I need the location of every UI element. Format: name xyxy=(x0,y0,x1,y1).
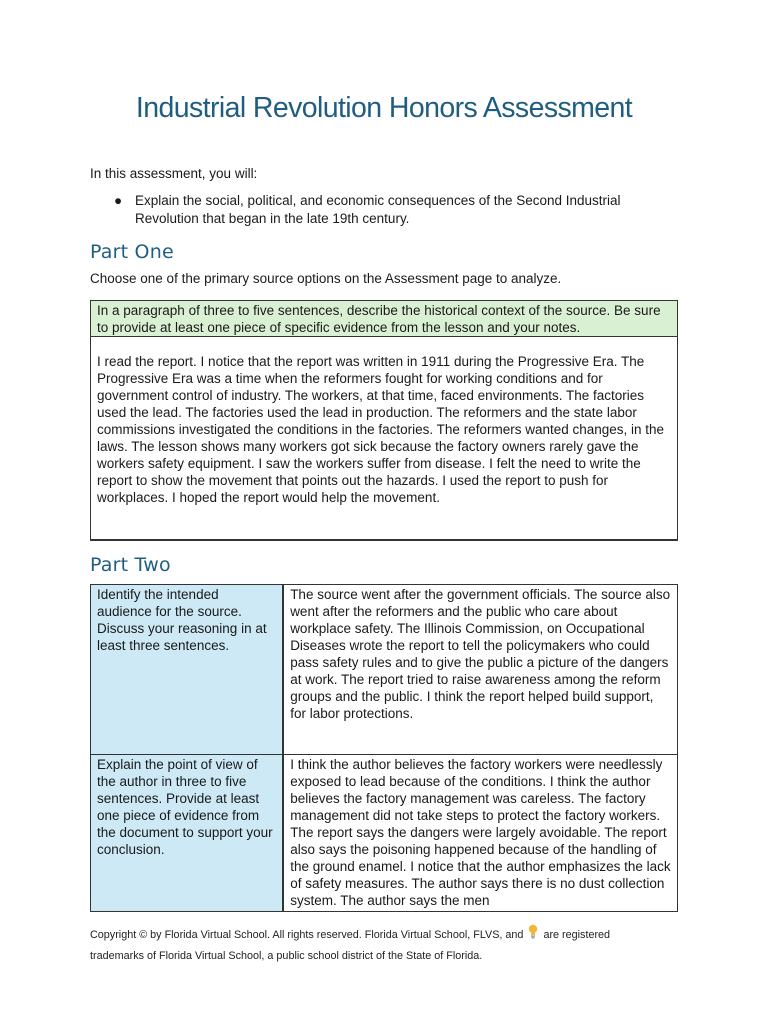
table-row xyxy=(91,585,678,755)
intro-text: In this assessment, you will: xyxy=(90,166,258,181)
objective-list xyxy=(90,192,670,228)
bullet-icon: ● xyxy=(114,193,123,208)
copyright-footer xyxy=(90,924,650,966)
page-title: Industrial Revolution Honors Assessment xyxy=(135,92,633,124)
answer-cell[interactable]: I think the author believes the factory workers were needlessly exposed to lead because of the conditions. I think the author believes the factory management was careless. The factory management did not take steps to protect the factory workers. The report says the dangers were largely avoidable. The report also says the poisoning happened because of the handling of the ground enamel. I notice that the author emphasizes the lack of safety measures. The author says there is no dust collection system. The author says the men xyxy=(283,755,677,912)
part-one-table xyxy=(90,300,678,541)
list-item-text: Explain the social, political, and economic consequences of the Second Industrial Revolution that began in the late 19th century. xyxy=(135,193,621,226)
part-one-heading: Part One xyxy=(90,241,174,263)
question-cell: Explain the point of view of the author in three to five sentences. Provide at least one piece of evidence from the document to support your conclusion. xyxy=(91,755,284,912)
part-one-prompt: In a paragraph of three to five sentences, describe the historical context of the source. Be sure to provide at least one piece of specific evidence from the lesson and your notes. xyxy=(91,301,678,337)
lightbulb-logo-icon xyxy=(528,924,538,947)
part-one-answer[interactable]: I read the report. I notice that the report was written in 1911 during the Progressive Era. The Progressive Era was a time when the reformers fought for working conditions and for government control of industry. The workers, at that time, faced environments. The factories used the lead. The factories used the lead in production. The reformers and the state labor commissions investigated the conditions in the factories. The reformers wanted changes, in the laws. The lesson shows many workers got sick because the factory owners rarely gave the workers safety equipment. I saw the workers suffer from disease. I felt the need to write the report to show the movement that points out the hazards. I used the report to push for workplaces. I hoped the report would help the movement. xyxy=(91,337,678,541)
answer-cell[interactable]: The source went after the government officials. The source also went after the reformers and the public who care about workplace safety. The Illinois Commission, on Occupational Diseases wrote the report to tell the policymakers who could pass safety rules and to give the public a picture of the dangers at work. The report tried to raise awareness among the reform groups and the public. I think the report helped build support, for labor protections. xyxy=(283,585,677,755)
question-cell: Identify the intended audience for the source. Discuss your reasoning in at least three sentences. xyxy=(91,585,284,755)
part-one-instruction: Choose one of the primary source options on the Assessment page to analyze. xyxy=(90,271,562,286)
part-two-table xyxy=(90,584,678,912)
table-row xyxy=(91,755,678,912)
footer-text-before: Copyright © by Florida Virtual School. All rights reserved. Florida Virtual School, FLVS, and xyxy=(90,929,524,941)
footer-text-after: are registered trademarks of Florida Virtual School, a public school district of the State of Florida. xyxy=(90,929,611,962)
list-item xyxy=(90,192,670,228)
part-two-heading: Part Two xyxy=(90,554,171,576)
